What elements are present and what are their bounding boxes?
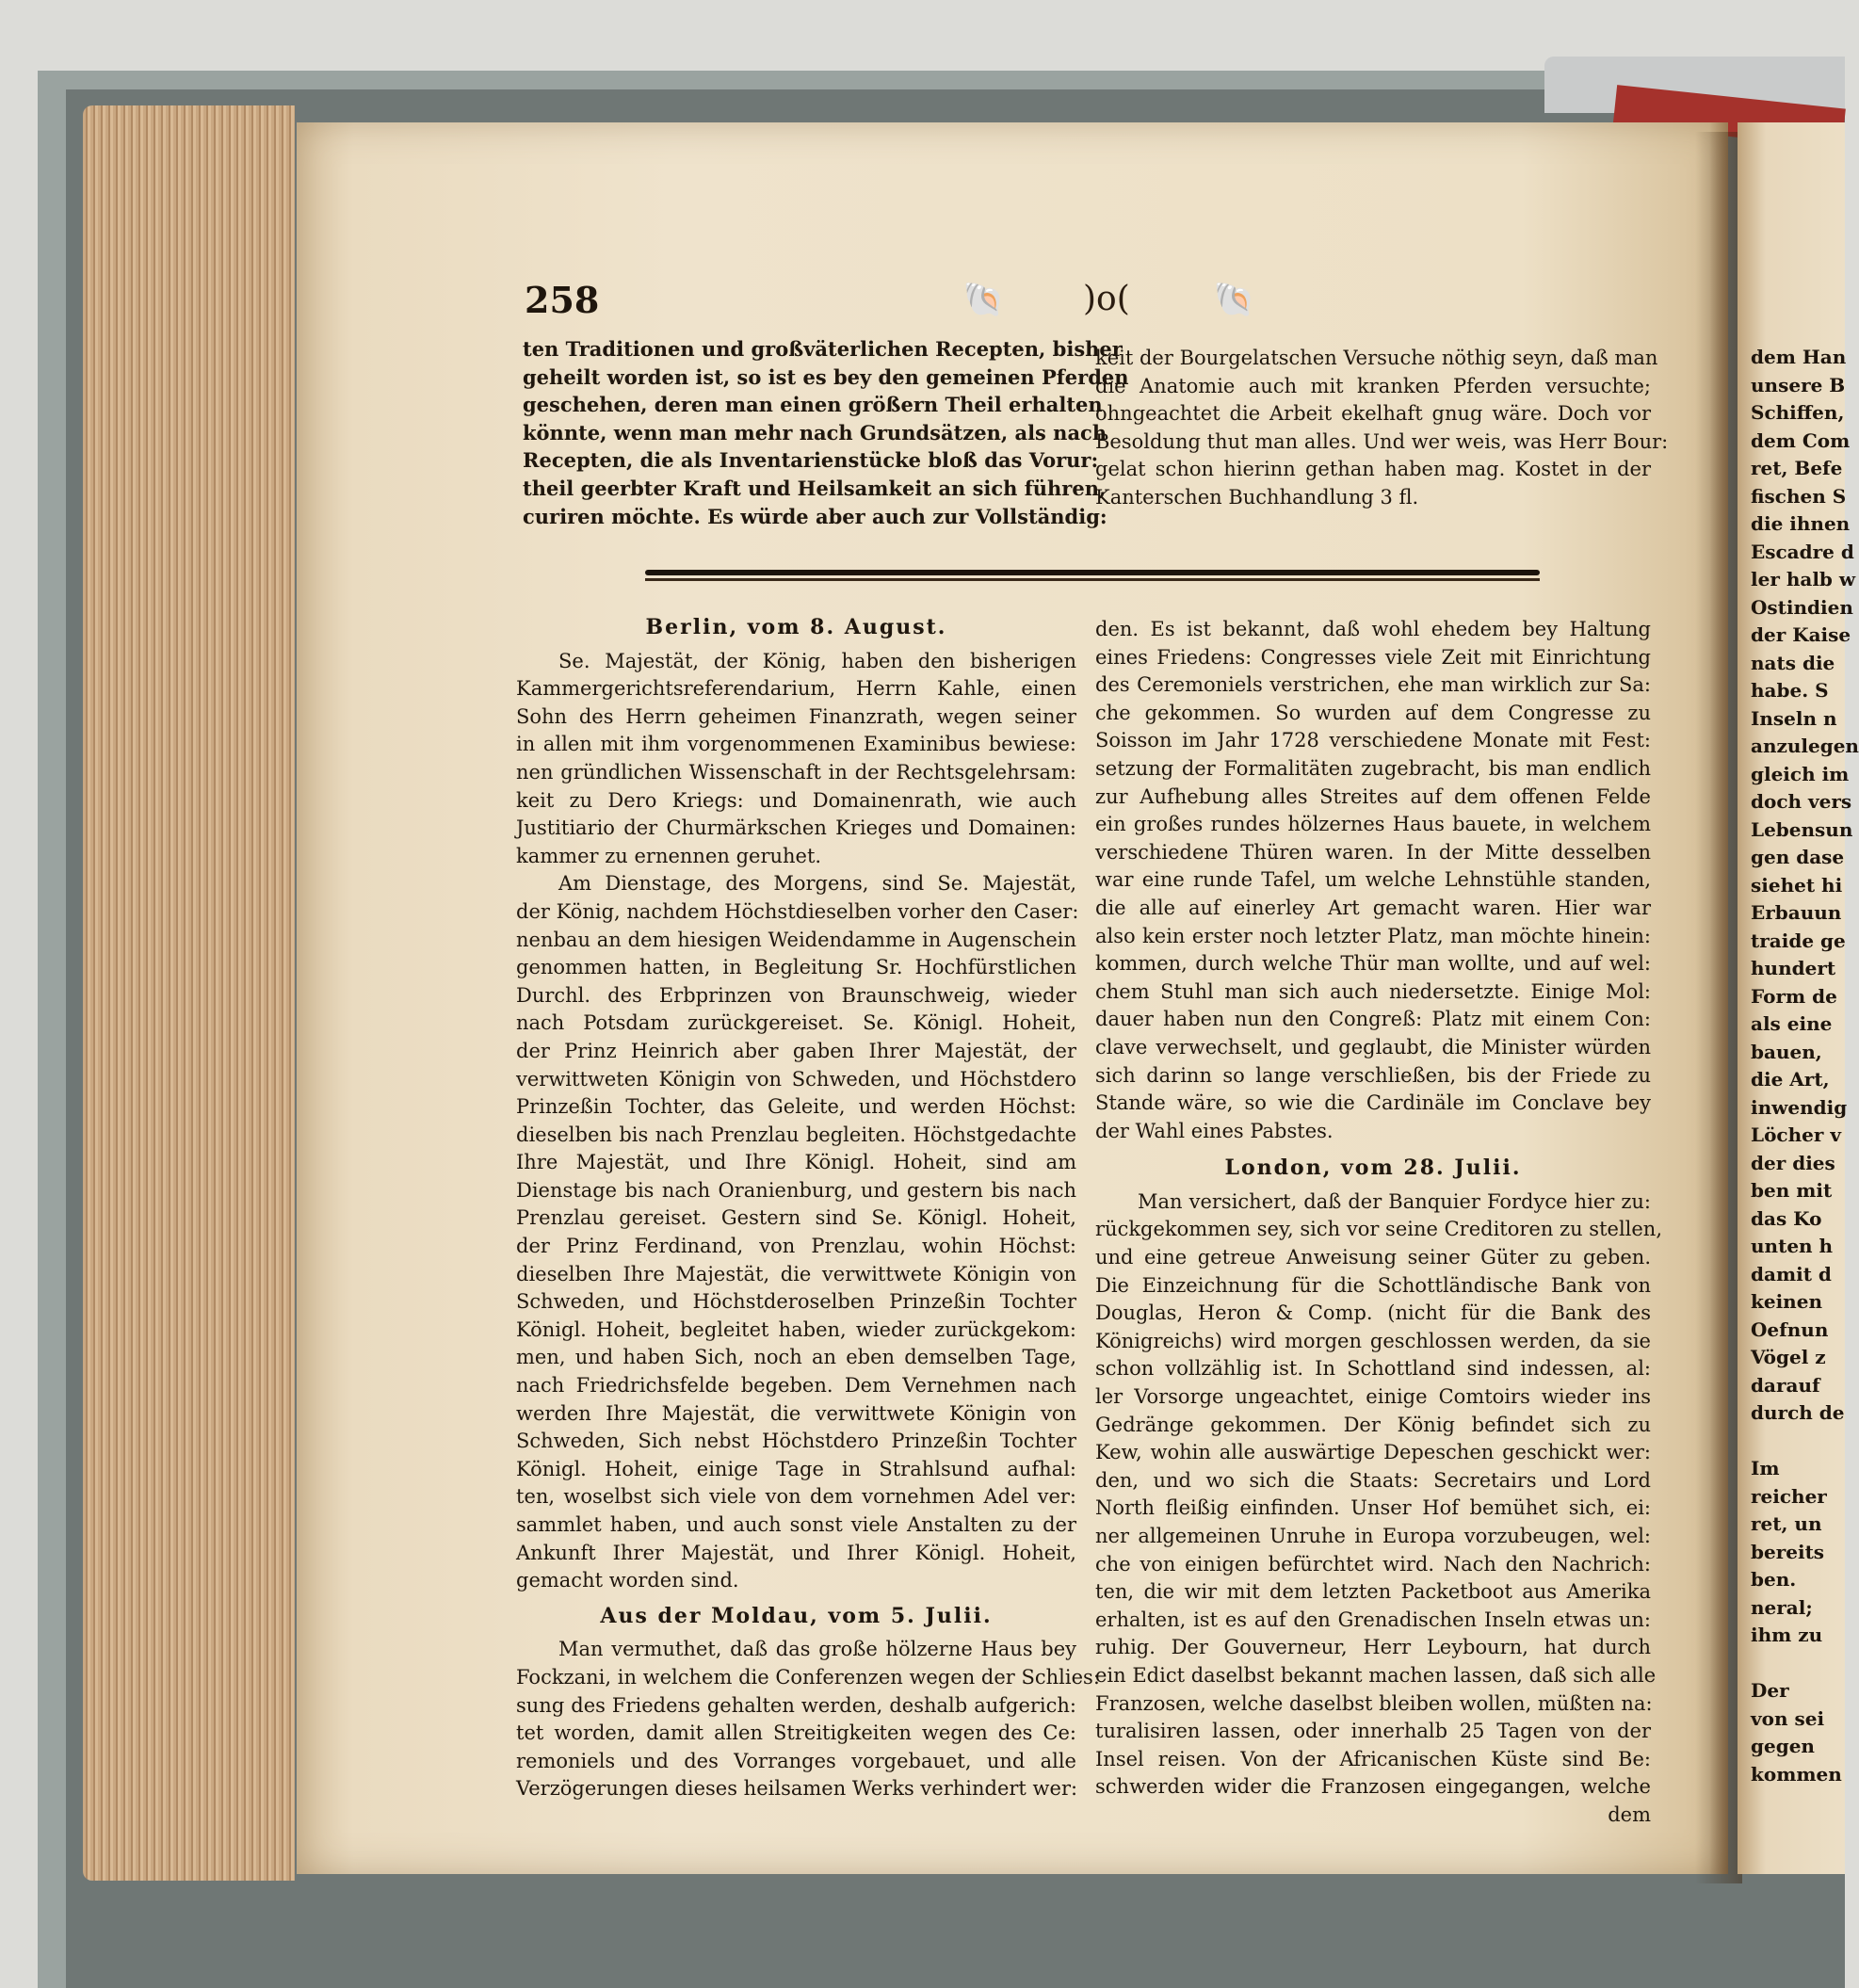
fragment-line: neral; bbox=[1751, 1595, 1813, 1619]
catchword: dem bbox=[1608, 1802, 1651, 1826]
fragment-line: reicher bbox=[1751, 1484, 1827, 1508]
text-line: Stande wäre, so wie die Cardinäle im Conclave bey bbox=[1095, 1091, 1651, 1115]
london-article bbox=[1095, 1188, 1663, 1802]
text-line: verwittweten Königin von Schweden, und Höchstdero bbox=[516, 1067, 1076, 1091]
text-line: Schweden, und Höchstderoselben Prinzeßin Tochter bbox=[516, 1290, 1076, 1314]
fragment-line: Escadre d bbox=[1751, 540, 1854, 563]
text-line: nach Potsdam zurückgereiset. Se. Königl. Hoheit, bbox=[516, 1011, 1076, 1035]
text-line: sich darinn so lange verschließen, bis der Friede zu bbox=[1095, 1063, 1651, 1087]
fragment-line: ben mit bbox=[1751, 1179, 1833, 1202]
text-line: remoniels und des Vorranges vorgebauet, und alle bbox=[516, 1749, 1076, 1772]
fragment-line: Inseln n bbox=[1751, 706, 1837, 730]
fragment-line: ret, Befe bbox=[1751, 457, 1843, 479]
text-line: ler Vorsorge ungeachtet, einige Comtoirs wieder ins bbox=[1095, 1385, 1651, 1409]
text-line: ohngeachtet die Arbeit ekelhaft gnug wäre. Doch vor bbox=[1095, 402, 1651, 426]
text-line: keit zu Dero Kriegs: und Domainenrath, wie auch bbox=[516, 788, 1076, 812]
moldau-article bbox=[516, 1636, 1100, 1803]
text-line: könnte, wenn man mehr nach Grundsätzen, als nach bbox=[523, 420, 1107, 444]
text-line: dieselben Ihre Majestät, die verwittwete Königin von bbox=[516, 1262, 1076, 1285]
fragment-line: inwendig bbox=[1751, 1095, 1848, 1119]
text-line: Die Einzeichnung für die Schottländische Bank von bbox=[1095, 1273, 1651, 1297]
fragment-line: Löcher v bbox=[1751, 1123, 1841, 1146]
text-line: und eine getreue Anweisung seiner Güter zu geben. bbox=[1095, 1246, 1651, 1269]
right-page-fragment bbox=[1738, 122, 1859, 1874]
text-line: kammer zu ernennen geruhet. bbox=[516, 844, 822, 867]
text-line: Verzögerungen dieses heilsamen Werks verhindert wer: bbox=[516, 1777, 1078, 1801]
text-line: Douglas, Heron & Comp. (nicht für die Bank des bbox=[1095, 1301, 1651, 1325]
text-line: Besoldung thut man alles. Und wer weis, was Herr Bour: bbox=[1095, 429, 1669, 453]
text-line: ten Traditionen und großväterlichen Recepten, bisher bbox=[523, 337, 1123, 361]
fragment-line: habe. S bbox=[1751, 679, 1829, 702]
text-line: Man versichert, daß der Banquier Fordyce hier zu: bbox=[1138, 1189, 1651, 1213]
fragment-line: Schiffen, bbox=[1751, 401, 1845, 424]
text-line: den. Es ist bekannt, daß wohl ehedem bey Haltung bbox=[1095, 618, 1651, 640]
text-line: Durchl. des Erbprinzen von Braunschweig, wieder bbox=[516, 983, 1076, 1007]
fragment-line: doch vers bbox=[1751, 790, 1852, 813]
fragment-line: bereits bbox=[1751, 1540, 1825, 1563]
text-line: Justitiario der Churmärkschen Krieges und Domainen: bbox=[516, 816, 1076, 840]
text-line: Soisson im Jahr 1728 verschiedene Monate mit Fest: bbox=[1095, 729, 1651, 752]
section-divider-thin bbox=[645, 578, 1540, 581]
text-line: des Ceremoniels verstrichen, ehe man wirklich zur Sa: bbox=[1095, 673, 1651, 697]
moldau-heading: Aus der Moldau, vom 5. Julii. bbox=[600, 1603, 993, 1628]
text-line: Königreichs) wird morgen geschlossen werden, da sie bbox=[1095, 1329, 1651, 1352]
text-line: genommen hatten, in Begleitung Sr. Hochfürstlichen bbox=[516, 956, 1076, 979]
left-column bbox=[516, 608, 1100, 1803]
fragment-line: gleich im bbox=[1751, 762, 1850, 785]
fragment-line: unten h bbox=[1751, 1235, 1834, 1257]
text-line: Dienstage bis nach Oranienburg, und gestern bis nach bbox=[516, 1178, 1076, 1202]
ornament-shell-right-icon: 🐚 bbox=[1213, 281, 1255, 319]
text-line: Franzosen, welche daselbst bleiben wollen, müßten na: bbox=[1095, 1691, 1653, 1715]
section-divider bbox=[645, 570, 1540, 575]
text-line: Prinzeßin Tochter, das Geleite, und werden Höchst: bbox=[516, 1095, 1076, 1119]
text-line: ein Edict daselbst bekannt machen lassen, daß sich alle bbox=[1095, 1663, 1657, 1687]
text-line: che gekommen. So wurden auf dem Congresse zu bbox=[1095, 701, 1651, 724]
text-line: gemacht worden sind. bbox=[516, 1569, 739, 1592]
text-line: war eine runde Tafel, um welche Lehnstühle standen, bbox=[1095, 868, 1651, 892]
fragment-line: von sei bbox=[1751, 1706, 1825, 1730]
fragment-line: als eine bbox=[1751, 1012, 1833, 1035]
fragment-line: das Ko bbox=[1751, 1206, 1822, 1230]
text-line: tet worden, damit allen Streitigkeiten wegen des Ce: bbox=[516, 1721, 1076, 1745]
text-line: der König, nachdem Höchstdieselben vorher den Caser: bbox=[516, 899, 1079, 923]
fragment-line: gen dase bbox=[1751, 846, 1845, 868]
fragment-line: der dies bbox=[1751, 1151, 1835, 1174]
text-line: Recepten, die als Inventarienstücke bloß das Vorur: bbox=[523, 448, 1099, 473]
page-stack-edge bbox=[83, 105, 295, 1881]
text-line: Man vermuthet, daß das große hölzerne Haus bey bbox=[558, 1638, 1076, 1661]
fragment-line: dem Com bbox=[1751, 428, 1851, 452]
text-line: gelat schon hierinn gethan haben mag. Kostet in der bbox=[1095, 458, 1651, 481]
fragment-line: siehet hi bbox=[1751, 873, 1843, 897]
text-line: ner allgemeinen Unruhe in Europa vorzubeugen, wel: bbox=[1095, 1525, 1651, 1547]
text-line: theil geerbter Kraft und Heilsamkeit an sich führen, bbox=[523, 476, 1107, 500]
fragment-line: Im bbox=[1751, 1457, 1780, 1479]
fragment-line: Vögel z bbox=[1751, 1346, 1826, 1368]
top-left-continuation bbox=[523, 335, 1129, 530]
text-line: ten, woselbst sich viele von dem vornehmen Adel ver: bbox=[516, 1485, 1076, 1509]
text-line: nach Friedrichsfelde begeben. Dem Vernehmen nach bbox=[516, 1374, 1076, 1398]
text-line: Am Dienstage, des Morgens, sind Se. Majestät, bbox=[558, 872, 1076, 896]
text-line: che von einigen befürchtet wird. Nach den Nachrich: bbox=[1095, 1552, 1651, 1576]
text-line: men, und haben Sich, noch an eben demselben Tage, bbox=[516, 1346, 1076, 1369]
top-right-continuation bbox=[1095, 345, 1669, 512]
fragment-line: keinen bbox=[1751, 1290, 1822, 1313]
text-line: nenbau an dem hiesigen Weidendamme in Augenschein bbox=[516, 928, 1076, 951]
text-line: sung des Friedens gehalten werden, deshalb aufgerich: bbox=[516, 1693, 1076, 1717]
berlin-article bbox=[516, 648, 1079, 1595]
right-column bbox=[1095, 616, 1663, 1830]
text-line: Schweden, Sich nebst Höchstdero Prinzeßin Tochter bbox=[516, 1430, 1076, 1453]
fragment-line: bauen, bbox=[1751, 1040, 1822, 1063]
text-line: Fockzani, in welchem die Conferenzen wegen der Schlies: bbox=[516, 1665, 1100, 1689]
text-line: sammlet haben, und auch sonst viele Anstalten zu der bbox=[516, 1513, 1076, 1536]
fragment-line: ihm zu bbox=[1751, 1624, 1823, 1646]
london-heading: London, vom 28. Julii. bbox=[1224, 1156, 1522, 1181]
text-line: rückgekommen sey, sich vor seine Creditoren zu stellen, bbox=[1095, 1218, 1663, 1241]
text-line: die alle auf einerley Art gemacht waren. Hier war bbox=[1095, 896, 1651, 919]
book-gutter bbox=[1695, 132, 1742, 1883]
fragment-line: anzulegen bbox=[1751, 735, 1859, 757]
text-line: Königl. Hoheit, einige Tage in Strahlsund aufhal: bbox=[516, 1457, 1076, 1480]
text-line: schwerden wider die Franzosen eingegangen, welche bbox=[1095, 1775, 1651, 1799]
text-line: keit der Bourgelatschen Versuche nöthig seyn, daß man bbox=[1095, 347, 1658, 369]
text-line: dieselben bis nach Prenzlau begleiten. Höchstgedachte bbox=[516, 1123, 1076, 1146]
text-line: schon vollzählig ist. In Schottland sind indessen, al: bbox=[1095, 1357, 1651, 1381]
text-line: Sohn des Herrn geheimen Finanzrath, wegen seiner bbox=[516, 704, 1076, 728]
fragment-line: ler halb w bbox=[1751, 568, 1856, 590]
text-line: dauer haben nun den Congreß: Platz mit einem Con: bbox=[1095, 1008, 1651, 1031]
fragment-line: durch de bbox=[1751, 1401, 1845, 1424]
fragment-line: Lebensun bbox=[1751, 817, 1853, 841]
fragment-line: unsere B bbox=[1751, 373, 1846, 396]
text-line: nen gründlichen Wissenschaft in der Rechtsgelehrsam: bbox=[516, 760, 1076, 784]
text-line: Prenzlau gereiset. Gestern sind Se. Königl. Hoheit, bbox=[516, 1206, 1076, 1230]
fragment-line: fischen S bbox=[1751, 484, 1847, 508]
text-line: werden Ihre Majestät, die verwittwete Königin von bbox=[516, 1401, 1076, 1425]
text-line: ruhig. Der Gouverneur, Herr Leybourn, hat durch bbox=[1095, 1636, 1651, 1659]
fragment-line: ben. bbox=[1751, 1568, 1797, 1591]
ornament-shell-left-icon: 🐚 bbox=[962, 281, 1005, 319]
text-line: geschehen, deren man einen größern Theil erhalten bbox=[523, 393, 1103, 417]
text-line: Se. Majestät, der König, haben den bisherigen bbox=[558, 649, 1076, 672]
fragment-line: ret, un bbox=[1751, 1512, 1822, 1535]
berlin-heading: Berlin, vom 8. August. bbox=[645, 615, 947, 639]
fragment-line: darauf bbox=[1751, 1373, 1820, 1397]
fragment-line: nats die bbox=[1751, 651, 1835, 674]
text-line: Kew, wohin alle auswärtige Depeschen geschickt wer: bbox=[1095, 1441, 1651, 1464]
text-line: der Prinz Ferdinand, von Prenzlau, wohin Höchst: bbox=[516, 1235, 1076, 1258]
fragment-line: kommen bbox=[1751, 1762, 1842, 1786]
text-line: verschiedene Thüren waren. In der Mitte desselben bbox=[1095, 840, 1651, 864]
fragment-line: Oefnun bbox=[1751, 1317, 1829, 1341]
page-number: 258 bbox=[525, 279, 600, 321]
fragment-line: Erbauun bbox=[1751, 901, 1842, 924]
fragment-line: traide ge bbox=[1751, 929, 1846, 952]
ornament-center: )o( bbox=[1083, 280, 1130, 318]
fragment-line: Form de bbox=[1751, 984, 1837, 1008]
text-line: Königl. Hoheit, begleitet haben, wieder zurückgekom: bbox=[516, 1317, 1076, 1341]
moldau-article-continued bbox=[1095, 616, 1651, 1145]
text-line: geheilt worden ist, so ist es bey den gemeinen Pferden bbox=[523, 364, 1129, 389]
fragment-line: Ostindien bbox=[1751, 595, 1853, 619]
fragment-line: Der bbox=[1751, 1679, 1789, 1702]
text-line: in allen mit ihm vorgenommenen Examinibus bewiese: bbox=[516, 733, 1076, 756]
text-line: North fleißig einfinden. Unser Hof bemühet sich, ei: bbox=[1095, 1496, 1651, 1520]
text-line: ein großes rundes hölzernes Haus bauete, in welchem bbox=[1095, 813, 1651, 836]
text-line: eines Friedens: Congresses viele Zeit mit Einrichtung bbox=[1095, 645, 1651, 669]
text-line: die Anatomie auch mit kranken Pferden versuchte; bbox=[1095, 374, 1651, 397]
text-line: chem Stuhl man sich auch niedersetzte. Einige Mol: bbox=[1095, 979, 1651, 1003]
fragment-line: die ihnen bbox=[1751, 512, 1851, 535]
text-line: curiren möchte. Es würde aber auch zur Vollständig: bbox=[523, 504, 1107, 528]
text-line: kommen, durch welche Thür man wollte, und auf wel: bbox=[1095, 952, 1651, 976]
fragment-line: gegen bbox=[1751, 1735, 1815, 1757]
text-line: also kein erster noch letzter Platz, man möchte hinein: bbox=[1095, 924, 1651, 947]
text-line: zur Aufhebung alles Streites auf dem offenen Felde bbox=[1095, 784, 1651, 808]
fragment-line: hundert bbox=[1751, 957, 1836, 979]
text-line: ten, die wir mit dem letzten Packetboot aus Amerika bbox=[1095, 1580, 1651, 1604]
text-line: Ihre Majestät, und Ihre Königl. Hoheit, sind am bbox=[516, 1151, 1076, 1174]
text-line: Gedränge gekommen. Der König befindet sich zu bbox=[1095, 1413, 1651, 1436]
text-line: turalisiren lassen, oder innerhalb 25 Tagen von der bbox=[1095, 1720, 1651, 1743]
fragment-line: damit d bbox=[1751, 1262, 1832, 1285]
text-line: setzung der Formalitäten zugebracht, bis man endlich bbox=[1095, 756, 1651, 780]
text-line: erhalten, ist es auf den Grenadischen Inseln etwas un: bbox=[1095, 1608, 1651, 1631]
text-line: Ankunft Ihrer Majestät, und Ihrer Königl. Hoheit, bbox=[516, 1541, 1076, 1564]
text-line: Kammergerichtsreferendarium, Herrn Kahle, einen bbox=[516, 677, 1076, 701]
text-line: Kanterschen Buchhandlung 3 fl. bbox=[1095, 485, 1419, 509]
fragment-line: die Art, bbox=[1751, 1068, 1830, 1091]
text-line: den, und wo sich die Staats: Secretairs und Lord bbox=[1095, 1468, 1651, 1492]
text-line: Insel reisen. Von der Africanischen Küste sind Be: bbox=[1095, 1747, 1651, 1770]
text-line: der Wahl eines Pabstes. bbox=[1095, 1119, 1334, 1142]
fragment-line: dem Han bbox=[1751, 346, 1847, 368]
text-line: der Prinz Heinrich aber gaben Ihrer Majestät, der bbox=[516, 1039, 1076, 1062]
fragment-line: der Kaise bbox=[1751, 623, 1851, 646]
text-line: clave verwechselt, und geglaubt, die Minister würden bbox=[1095, 1035, 1651, 1059]
